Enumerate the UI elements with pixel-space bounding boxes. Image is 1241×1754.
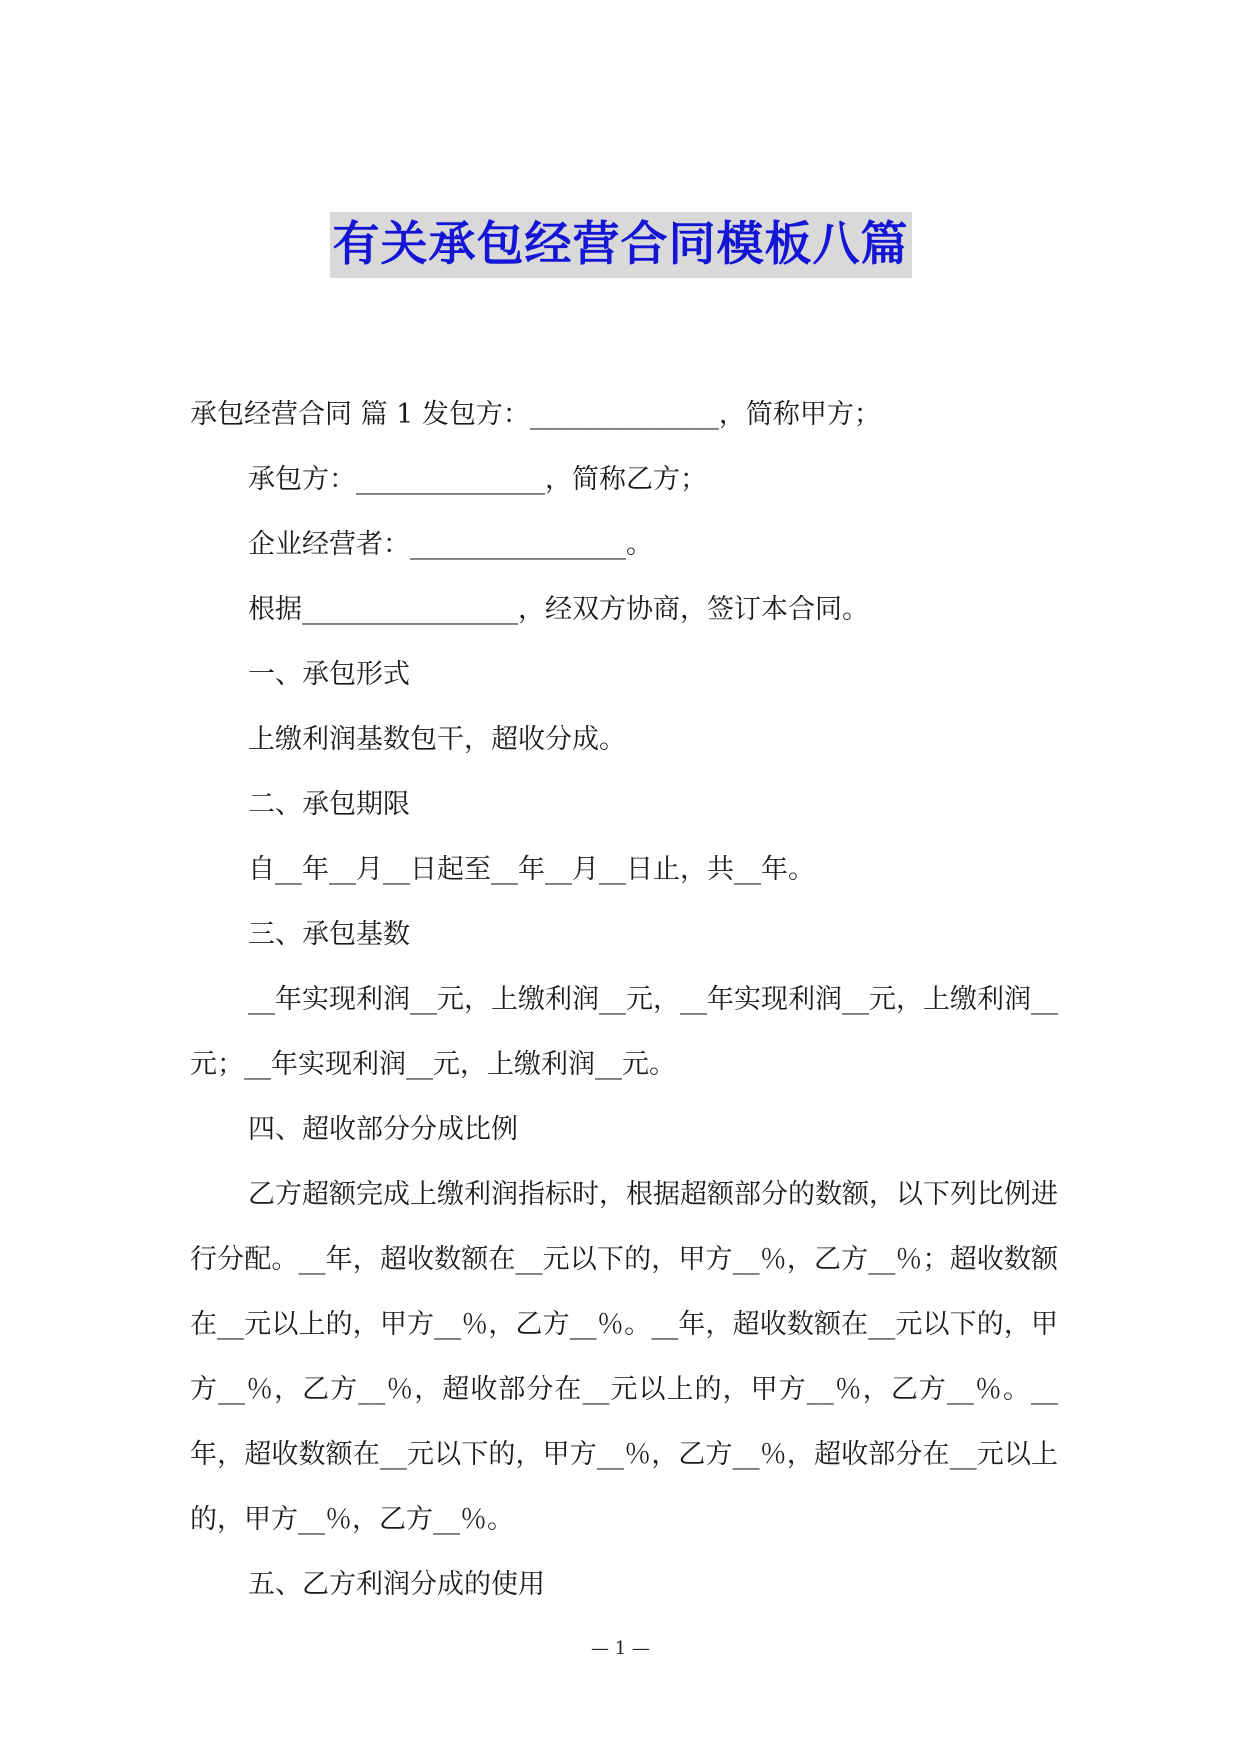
paragraph-form: 上缴利润基数包干，超收分成。 xyxy=(248,724,626,755)
section-heading-4: 四、超收部分分成比例 xyxy=(248,1114,518,1145)
paragraph-operator: 企业经营者：________________。 xyxy=(248,529,653,560)
paragraph-ratio: 乙方超额完成上缴利润指标时，根据超额部分的数额，以下列比例进行分配。__年，超收数额在__元以下的，甲方__％，乙方__％；超收数额在__元以上的，甲方__％，乙方__％。__年，超收数额在__元以下的，甲方__％，乙方__％，超收部分在__元以上的，甲方__％，乙方__％。__年，超收数额在__元以下的，甲方__％，乙方__％，超收部分在__元以上的，甲方__％，乙方__％。 xyxy=(190,1179,1058,1535)
section-heading-3: 三、承包基数 xyxy=(248,919,410,950)
document-title: 有关承包经营合同模板八篇 xyxy=(330,212,912,278)
section-heading-5: 五、乙方利润分成的使用 xyxy=(248,1569,545,1600)
paragraph-base: __年实现利润__元，上缴利润__元，__年实现利润__元，上缴利润__元；__年实现利润__元，上缴利润__元。 xyxy=(190,984,1058,1080)
paragraph-contractor: 承包方：______________，简称乙方； xyxy=(248,464,707,495)
page-number: — 1 — xyxy=(591,1638,650,1659)
paragraph-term: 自__年__月__日起至__年__月__日止，共__年。 xyxy=(248,854,815,885)
paragraph-basis: 根据________________，经双方协商，签订本合同。 xyxy=(248,594,869,625)
section-heading-1: 一、承包形式 xyxy=(248,659,410,690)
title-container xyxy=(0,212,1241,278)
paragraph-header: 承包经营合同 篇 1 发包方：______________，简称甲方； xyxy=(190,399,881,430)
section-heading-2: 二、承包期限 xyxy=(248,789,410,820)
document-body xyxy=(190,382,1058,1617)
